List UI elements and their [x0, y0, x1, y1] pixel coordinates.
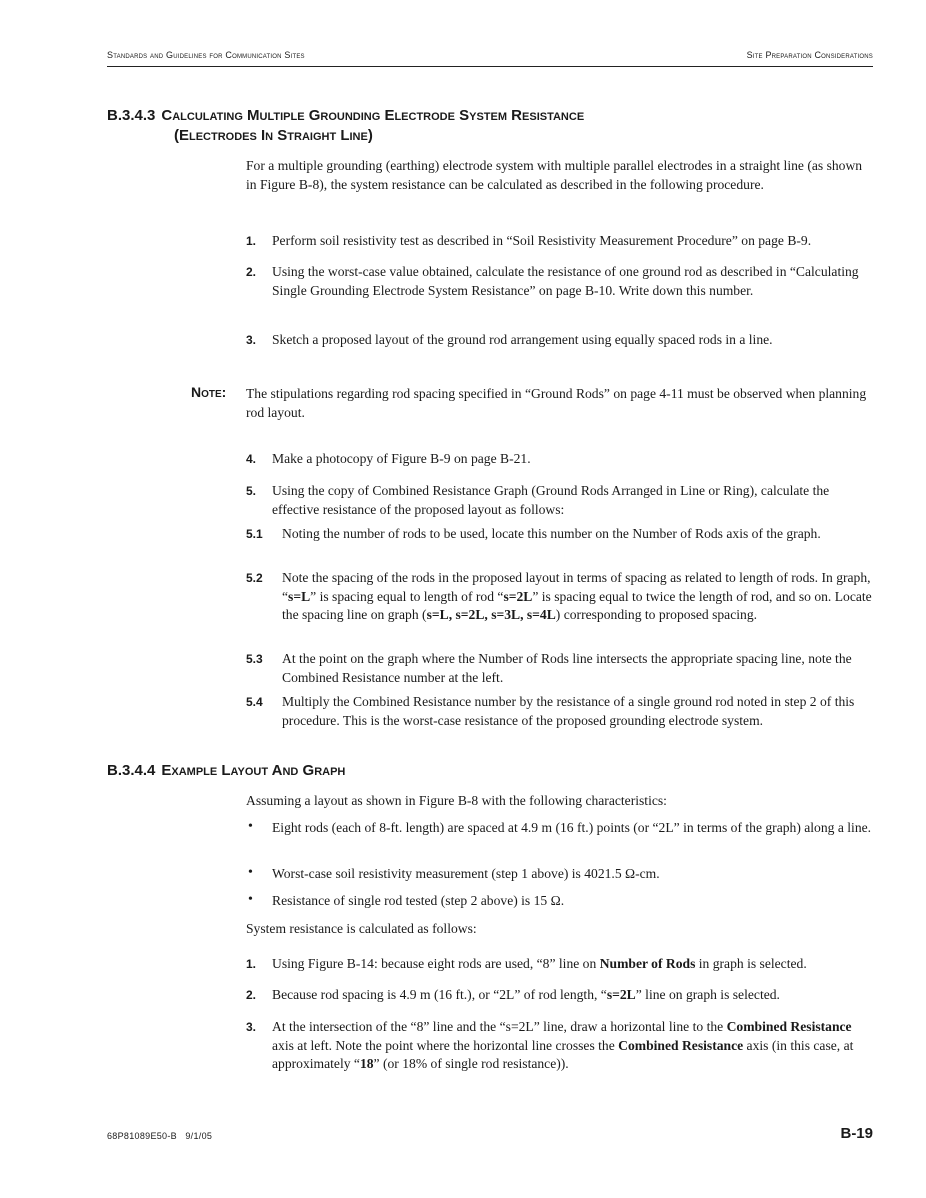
- step-text: Using the copy of Combined Resistance Graph (Ground Rods Arranged in Line or Ring), calculate the effective resistance of the proposed layout as follows:: [272, 483, 830, 517]
- substep-number: 5.4: [246, 695, 263, 709]
- substep-number: 5.1: [246, 527, 263, 541]
- step-text: Sketch a proposed layout of the ground rod arrangement using equally spaced rods in a line.: [272, 332, 773, 347]
- substep-text: Multiply the Combined Resistance number by the resistance of a single ground rod noted in step 2 of this procedure. This is the worst-case resistance of the proposed grounding electrode system.: [282, 694, 855, 728]
- step-text: Because rod spacing is 4.9 m (16 ft.), or “2L” of rod length, “s=2L” line on graph is selected.: [272, 987, 780, 1002]
- section-intro: For a multiple grounding (earthing) electrode system with multiple parallel electrodes in a straight line (as shown in Figure B-8), the system resistance can be calculated as described in the following procedure.: [246, 158, 863, 192]
- section-heading-b343: [107, 107, 584, 124]
- bullet-text: Worst-case soil resistivity measurement (step 1 above) is 4021.5 Ω-cm.: [272, 866, 660, 881]
- step-text: Using Figure B-14: because eight rods are used, “8” line on Number of Rods in graph is selected.: [272, 956, 807, 971]
- bullet-icon: •: [248, 892, 253, 907]
- header-left-title: Standards and Guidelines for Communication Sites: [107, 50, 305, 60]
- page-header: [107, 46, 873, 67]
- step-number: 2.: [246, 265, 257, 279]
- step-text: Perform soil resistivity test as described in “Soil Resistivity Measurement Procedure” on page B-9.: [272, 233, 812, 248]
- step-number: 3.: [246, 1020, 257, 1034]
- substep-number: 5.2: [246, 571, 263, 585]
- bullet-icon: •: [248, 865, 253, 880]
- section-number: B.3.4.4: [107, 762, 156, 779]
- calc-intro: System resistance is calculated as follows:: [246, 921, 477, 936]
- bullet-icon: •: [248, 819, 253, 834]
- bullet-text: Eight rods (each of 8-ft. length) are spaced at 4.9 m (16 ft.) points (or “2L” in terms of the graph) along a line.: [272, 820, 872, 835]
- note-text: The stipulations regarding rod spacing specified in “Ground Rods” on page 4-11 must be observed when planning rod layout.: [246, 386, 867, 420]
- step-number: 1.: [246, 234, 257, 248]
- footer-doc-id: 68P81089E50-B 9/1/05: [107, 1131, 213, 1141]
- substep-text: Noting the number of rods to be used, locate this number on the Number of Rods axis of the graph.: [282, 526, 821, 541]
- step-text: At the intersection of the “8” line and the “s=2L” line, draw a horizontal line to the Combined Resistance axis at left. Note the point where the horizontal line crosses the Combined Resistance axis (in this case, at approximately “18” (or 18% of single rod resistance)).: [272, 1019, 854, 1071]
- step-number: 4.: [246, 452, 257, 466]
- step-number: 5.: [246, 484, 257, 498]
- substep-text: At the point on the graph where the Number of Rods line intersects the appropriate spacing line, note the Combined Resistance number at the left.: [282, 651, 852, 685]
- section-title-line2: (Electrodes In Straight Line): [174, 127, 373, 144]
- note-label: Note:: [191, 384, 227, 400]
- substep-text: Note the spacing of the rods in the proposed layout in terms of spacing as related to length of rods. In graph, “s=L” is spacing equal to length of rod “s=2L” is spacing equal to twice the length of rod, and so on. Locate the spacing line on graph (s=L, s=2L, s=3L, s=4L) corresponding to proposed spacing.: [282, 570, 872, 622]
- step-number: 3.: [246, 333, 257, 347]
- section-title-line1: Calculating Multiple Grounding Electrode System Resistance: [161, 107, 585, 124]
- header-right-title: Site Preparation Considerations: [746, 50, 873, 60]
- bullet-text: Resistance of single rod tested (step 2 above) is 15 Ω.: [272, 893, 565, 908]
- example-intro: Assuming a layout as shown in Figure B-8 with the following characteristics:: [246, 793, 667, 808]
- substep-number: 5.3: [246, 652, 263, 666]
- step-number: 2.: [246, 988, 257, 1002]
- section-number: B.3.4.3: [107, 107, 156, 124]
- footer-page-number: B-19: [840, 1125, 873, 1142]
- step-number: 1.: [246, 957, 257, 971]
- step-text: Using the worst-case value obtained, calculate the resistance of one ground rod as described in “Calculating Single Grounding Electrode System Resistance” on page B-10. Write down this number.: [272, 264, 859, 298]
- section-heading-b344: [107, 762, 345, 779]
- step-text: Make a photocopy of Figure B-9 on page B-21.: [272, 451, 531, 466]
- section-title: Example Layout And Graph: [161, 762, 346, 779]
